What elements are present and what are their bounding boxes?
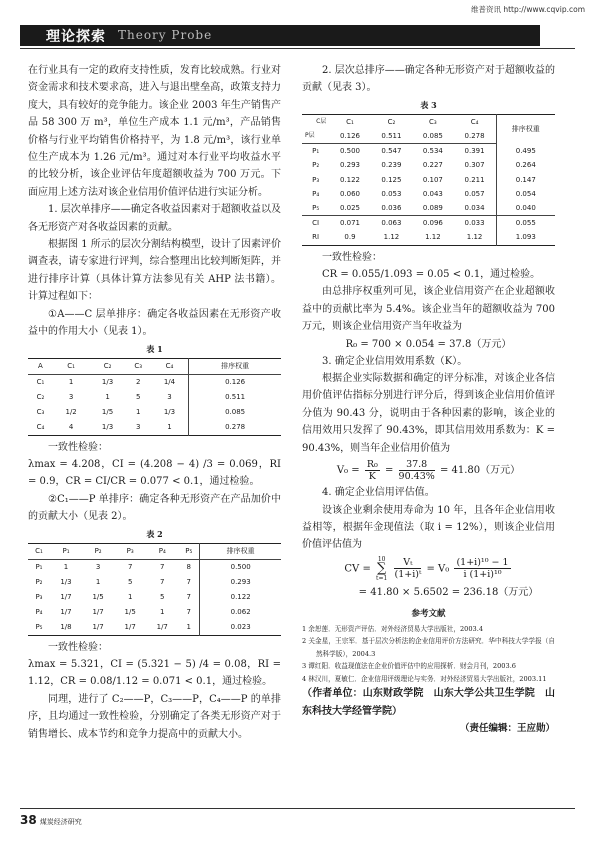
paragraph: ②C₁——P 单排序：确定各种无形资产在产品加价中的贡献大小（见表 2）。 (28, 493, 281, 523)
table-header-cell: P₃ (114, 543, 146, 559)
table-header-cell: P₁ (50, 543, 82, 559)
table-cell: 0.511 (189, 390, 281, 405)
paragraph: 一致性检验： (48, 641, 108, 653)
formula-part: = (384, 465, 394, 477)
sum-upper: 10 (377, 555, 386, 563)
table-header-cell: C₄ (151, 358, 189, 374)
table-corner-c: C层 (316, 117, 327, 125)
paragraph: CR = 0.055/1.093 = 0.05 < 0.1，通过检验。 (322, 269, 541, 281)
table-cell: 7 (186, 607, 192, 616)
table-cell: 0.122 (339, 175, 361, 184)
denominator: (1+i)ᵗ (394, 569, 422, 581)
table-ci-row (302, 216, 555, 231)
table-cell: 1/7 (92, 607, 104, 616)
table-header-cell: 排序权重 (200, 543, 281, 559)
table-cell: 0.023 (200, 620, 281, 636)
table-3-caption: 表 3 (420, 99, 437, 110)
formula-r0: R₀ = 700 × 0.054 = 37.8（万元） (345, 338, 512, 350)
table-cell: RI (312, 233, 320, 242)
table-header-cell: C₁ (53, 358, 89, 374)
table-row (28, 605, 281, 620)
table-row (302, 187, 555, 201)
paragraph: λmax = 4.208，CI = (4.208 − 4) /3 = 0.069，RI = 0.9，CR = CI/CR = 0.077 < 0.1，通过检验。 (28, 458, 281, 488)
table-cell: 0.147 (496, 173, 555, 187)
table-row (28, 559, 281, 575)
section-title: 理论探索 (46, 29, 106, 45)
table-cell: P₁ (35, 562, 43, 571)
table-cell: 1.093 (496, 230, 555, 245)
numerator: R₀ (366, 459, 378, 471)
table-cell: P₅ (312, 204, 320, 213)
table-cell: 3 (167, 392, 172, 401)
paragraph: 2. 层次总排序——确定各种无形资产对于超额收益的贡献（见表 3）。 (302, 65, 555, 94)
fraction (454, 557, 510, 580)
table-cell: 0.239 (381, 161, 402, 170)
numerator: 37.8 (399, 459, 435, 471)
summation (376, 556, 387, 582)
table-cell: 0.9 (344, 233, 356, 242)
table-cell: 1 (160, 607, 165, 616)
paragraph: 一致性检验： (322, 251, 382, 263)
table-cell: 1 (136, 407, 141, 416)
table-cell: 1 (167, 422, 172, 431)
paragraph: 根据图 1 所示的层次分割结构模型，设计了因素评价调查表，请专家进行评判，综合整理出比较判断矩阵，并进行排序计算（具体计算方法参见有关 AHP 法书籍）。计算过程如下： (28, 239, 281, 303)
fraction (394, 557, 421, 580)
table-cell: 0.534 (422, 147, 443, 156)
table-cell: 1/7 (92, 622, 104, 631)
table-cell: 7 (186, 577, 192, 586)
table-cell: 0.211 (464, 175, 485, 184)
table-header-cell: C₂ (387, 117, 396, 126)
table-cell: 0.043 (422, 189, 443, 198)
table-header-cell: C₂ (89, 358, 125, 374)
table-cell: 1.12 (466, 233, 483, 242)
table-cell: 1/8 (60, 622, 72, 631)
table-cell: 8 (186, 562, 192, 571)
table-row (302, 144, 555, 159)
table-cell: 0.547 (381, 147, 402, 156)
paragraph: 设该企业剩余使用寿命为 10 年，且各年企业信用收益相等，根据年金现值法（取 i = 12%），则该企业信用价值评估值为 (302, 504, 555, 551)
table-cell: 1/3 (101, 377, 114, 386)
table-cell: 0.025 (339, 204, 361, 213)
formula-part: V₀ = (336, 465, 360, 477)
denominator: K (368, 471, 376, 483)
reference-item: 1 余恕莲．无形资产评估．对外经济贸易大学出版社，2003.4 (302, 624, 484, 633)
table-2-caption: 表 2 (146, 528, 163, 539)
table-header-cell: C₃ (126, 358, 151, 374)
left-column (28, 62, 281, 743)
formula-cv (302, 556, 555, 582)
table-row (28, 420, 281, 436)
table-header-row (28, 543, 281, 559)
table-row (28, 374, 281, 390)
table-header-cell: C₁ (28, 543, 50, 559)
table-cell: P₃ (312, 175, 320, 184)
watermark: 维普资讯 http://www.cqvip.com (470, 5, 585, 14)
formula-v0 (302, 459, 555, 482)
table-cell: 1/3 (60, 577, 72, 586)
table-cell: 3 (68, 392, 74, 401)
table-cell: 0.125 (381, 175, 402, 184)
table-cell: 0.053 (381, 189, 402, 198)
table-cell: 0.036 (381, 204, 402, 213)
reference-item: 4 林汉川，夏敏仁．企业信用评级理论与实务．对外经济贸易大学出版社，2003.11 (302, 674, 547, 683)
table-row (302, 173, 555, 187)
table-cell: 1/5 (124, 607, 136, 616)
table-cell: 1 (63, 562, 69, 571)
table-cell: 0.096 (412, 216, 453, 231)
table-cell: 0.057 (464, 189, 485, 198)
table-cell: 0.293 (339, 161, 361, 170)
table-cell: 5 (136, 392, 141, 401)
table-row (302, 201, 555, 216)
table-cell: 0.391 (464, 147, 485, 156)
table-cell: 0.034 (464, 204, 485, 213)
table-header-cell: 排序权重 (496, 114, 555, 143)
table-cell: 0.062 (200, 605, 281, 620)
table-header-cell: P₂ (82, 543, 114, 559)
table-2 (28, 543, 281, 636)
section-title-en: Theory Probe (118, 28, 213, 42)
table-cell: 1 (127, 592, 133, 601)
table-header-row (28, 358, 281, 374)
paragraph: 在行业具有一定的政府支持性质，发育比较成熟。行业对资金需求和技术要求高，进入与退出壁垒高，政策支持力度大，具有较好的竞争能力。该企业 2003 年生产销售产品 58 300 万 m³，单位生产成本 1.1 元/m³，产品销售价格与行业平均销售价格持平，为 1.8 元/m³，该行业单位生产成本为 1.26 元/m³。通过对本行业平均收益水平的比较分析，该企业评估年度超额收益为 700 万元。下面应用上述方法对该企业信用价值评估进行实证分析。 (28, 65, 281, 198)
table-cell: 7 (186, 592, 192, 601)
section-banner (20, 25, 540, 46)
table-cell: 1/3 (101, 422, 114, 431)
table-cell: 1 (105, 392, 110, 401)
table-cell: 0.054 (496, 187, 555, 201)
numerator: Vₜ (394, 557, 421, 569)
table-cell: 3 (95, 562, 101, 571)
table-cell: P₅ (35, 622, 43, 631)
table-header-row (302, 114, 555, 129)
table-cell: 0.293 (200, 575, 281, 590)
paragraph: ①A——C 层单排序：确定各收益因素在无形资产收益中的作用大小（见表 1）。 (28, 308, 281, 338)
table-cell: 0.089 (422, 204, 443, 213)
table-cell: 7 (160, 562, 165, 571)
table-cell: 0.060 (339, 189, 361, 198)
fraction (365, 459, 380, 482)
formula-cv-result: = 41.80 × 5.6502 = 236.18（万元） (358, 586, 539, 598)
reference-item: 2 关金星，王宗军．基于层次分析法的企业信用评价方法研究．华中科技大学学报（自然科学版），2004.3 (302, 637, 555, 658)
table-cell: P₄ (35, 607, 43, 616)
table-cell: CI (302, 216, 329, 231)
table-cell: 1.12 (383, 233, 400, 242)
sum-lower: t=1 (376, 574, 388, 582)
table-cell: 0.085 (412, 129, 453, 144)
table-corner-p: P层 (302, 129, 329, 144)
table-cell: 0.278 (454, 129, 496, 144)
table-cell: 0.307 (464, 161, 485, 170)
denominator: 90.43% (398, 471, 435, 483)
table-cell: P₂ (312, 161, 320, 170)
table-cell: 1.12 (425, 233, 441, 242)
top-rule (20, 48, 575, 49)
paragraph: 根据企业实际数据和确定的评分标准，对该企业各信用价值评估指标分别进行评分后，得到该企业信用价值评分值为 90.43 分，说明由于各种因素的影响，该企业的信用效用只发挥了 90.43%，即其信用效用系数为：K = 90.43%，则当年企业信用价值为 (302, 373, 555, 454)
table-cell: P₄ (312, 189, 320, 198)
table-cell: 1/3 (163, 407, 176, 416)
reference-item: 3 谭红阳．收益现值法在企业价值评估中的应用探析．财会月刊，2003.6 (302, 662, 516, 671)
table-cell: 0.126 (329, 129, 370, 144)
table-header-cell: C₄ (470, 117, 479, 126)
table-row (28, 405, 281, 420)
page-footer (20, 813, 82, 827)
table-cell: 1/7 (124, 622, 136, 631)
table-cell: 4 (68, 422, 74, 431)
table-cell: 0.126 (189, 374, 281, 390)
sum-sign: ∑ (377, 560, 387, 576)
table-cell: 5 (127, 577, 133, 586)
formula-part: = V₀ (426, 563, 450, 575)
paragraph: 1. 层次单排序——确定各收益因素对于超额收益以及各无形资产对各收益因素的贡献。 (28, 204, 281, 233)
table-cell: 1/5 (92, 592, 104, 601)
paragraph: 一致性检验： (48, 441, 108, 453)
table-cell: 3 (136, 422, 141, 431)
table-cell: C₁ (36, 377, 45, 386)
fraction (399, 459, 435, 482)
table-cell: 1 (95, 577, 101, 586)
denominator: i (1+i)¹⁰ (463, 569, 502, 581)
table-cell: 0.122 (200, 590, 281, 605)
table-cell: 0.055 (496, 216, 555, 231)
right-column (302, 62, 555, 737)
table-header-cell: 排序权重 (189, 358, 281, 374)
table-cell: 0.071 (329, 216, 370, 231)
table-row (302, 158, 555, 172)
table-cell: C₄ (36, 422, 45, 431)
paragraph: 3. 确定企业信用效用系数（K）。 (322, 355, 468, 367)
references-title: 参考文献 (411, 608, 446, 619)
table-cell: 7 (127, 562, 133, 571)
table-cell: P₂ (35, 577, 43, 586)
table-cell: 1 (186, 622, 192, 631)
author-affiliation: （作者单位：山东财政学院 山东大学公共卫生学院 山东科技大学经管学院） (302, 688, 555, 717)
paragraph: 同理，进行了 C₂——P，C₃——P，C₄——P 的单排序，且均通过一致性检验，分别确定了各类无形资产对于销售增长、成本节约和竞争力提高中的贡献大小。 (28, 693, 281, 740)
table-cell: C₃ (36, 407, 45, 416)
journal-name: 煤炭经济研究 (39, 818, 82, 826)
table-cell: 1/5 (101, 407, 114, 416)
formula-part: CV = (344, 563, 371, 575)
table-cell: 0.063 (371, 216, 412, 231)
numerator: (1+i)¹⁰ − 1 (456, 557, 509, 569)
table-cell: 0.511 (371, 129, 412, 144)
table-cell: 5 (160, 592, 165, 601)
table-1 (28, 358, 281, 436)
table-cell: 0.227 (422, 161, 443, 170)
table-cell: 1/7 (156, 622, 168, 631)
table-row (28, 390, 281, 405)
table-cell: 1 (68, 377, 74, 386)
table-row (28, 575, 281, 590)
formula-part: = 41.80（万元） (439, 465, 521, 477)
table-header-cell: P₄ (146, 543, 178, 559)
table-cell: 2 (136, 377, 141, 386)
table-cell: 0.107 (422, 175, 443, 184)
table-1-caption: 表 1 (146, 343, 163, 354)
bottom-rule (20, 808, 575, 809)
table-cell: 1/7 (60, 592, 72, 601)
table-cell: 0.033 (454, 216, 496, 231)
table-cell: 0.085 (189, 405, 281, 420)
paragraph: 4. 确定企业信用评估值。 (322, 487, 435, 499)
page-number: 38 (20, 813, 37, 827)
table-header-cell: C₁ (346, 117, 354, 126)
table-cell: 0.500 (339, 147, 361, 156)
table-cell: 0.278 (189, 420, 281, 436)
editor-note: （责任编辑：王应勋） (459, 723, 555, 735)
paragraph: 由总排序权重列可见，该企业信用资产在企业超额收益中的贡献比率为 5.4%。该企业当年的超额收益为 700 万元，则该企业信用资产当年收益为 (302, 286, 555, 333)
table-row (28, 620, 281, 636)
table-cell: 0.500 (200, 559, 281, 575)
table-cell: 1/7 (60, 607, 72, 616)
table-cell: P₁ (312, 147, 320, 156)
table-cell: C₂ (36, 392, 45, 401)
table-row (28, 590, 281, 605)
table-3 (302, 114, 555, 246)
table-ri-row (302, 230, 555, 245)
table-cell: 1/2 (65, 407, 77, 416)
table-cell: 7 (160, 577, 165, 586)
table-cell: 0.264 (496, 158, 555, 172)
table-header-cell: P₅ (178, 543, 199, 559)
table-cell: 1/4 (163, 377, 176, 386)
table-cell: 0.495 (496, 144, 555, 159)
table-header-cell: C₃ (429, 117, 437, 126)
table-header-cell: A (28, 358, 53, 374)
table-cell: 0.040 (496, 201, 555, 216)
table-cell: P₃ (35, 592, 43, 601)
paragraph: λmax = 5.321，CI = (5.321 − 5) /4 = 0.08，RI = 1.12，CR = 0.08/1.12 = 0.071 < 0.1，通过检验。 (28, 658, 281, 688)
